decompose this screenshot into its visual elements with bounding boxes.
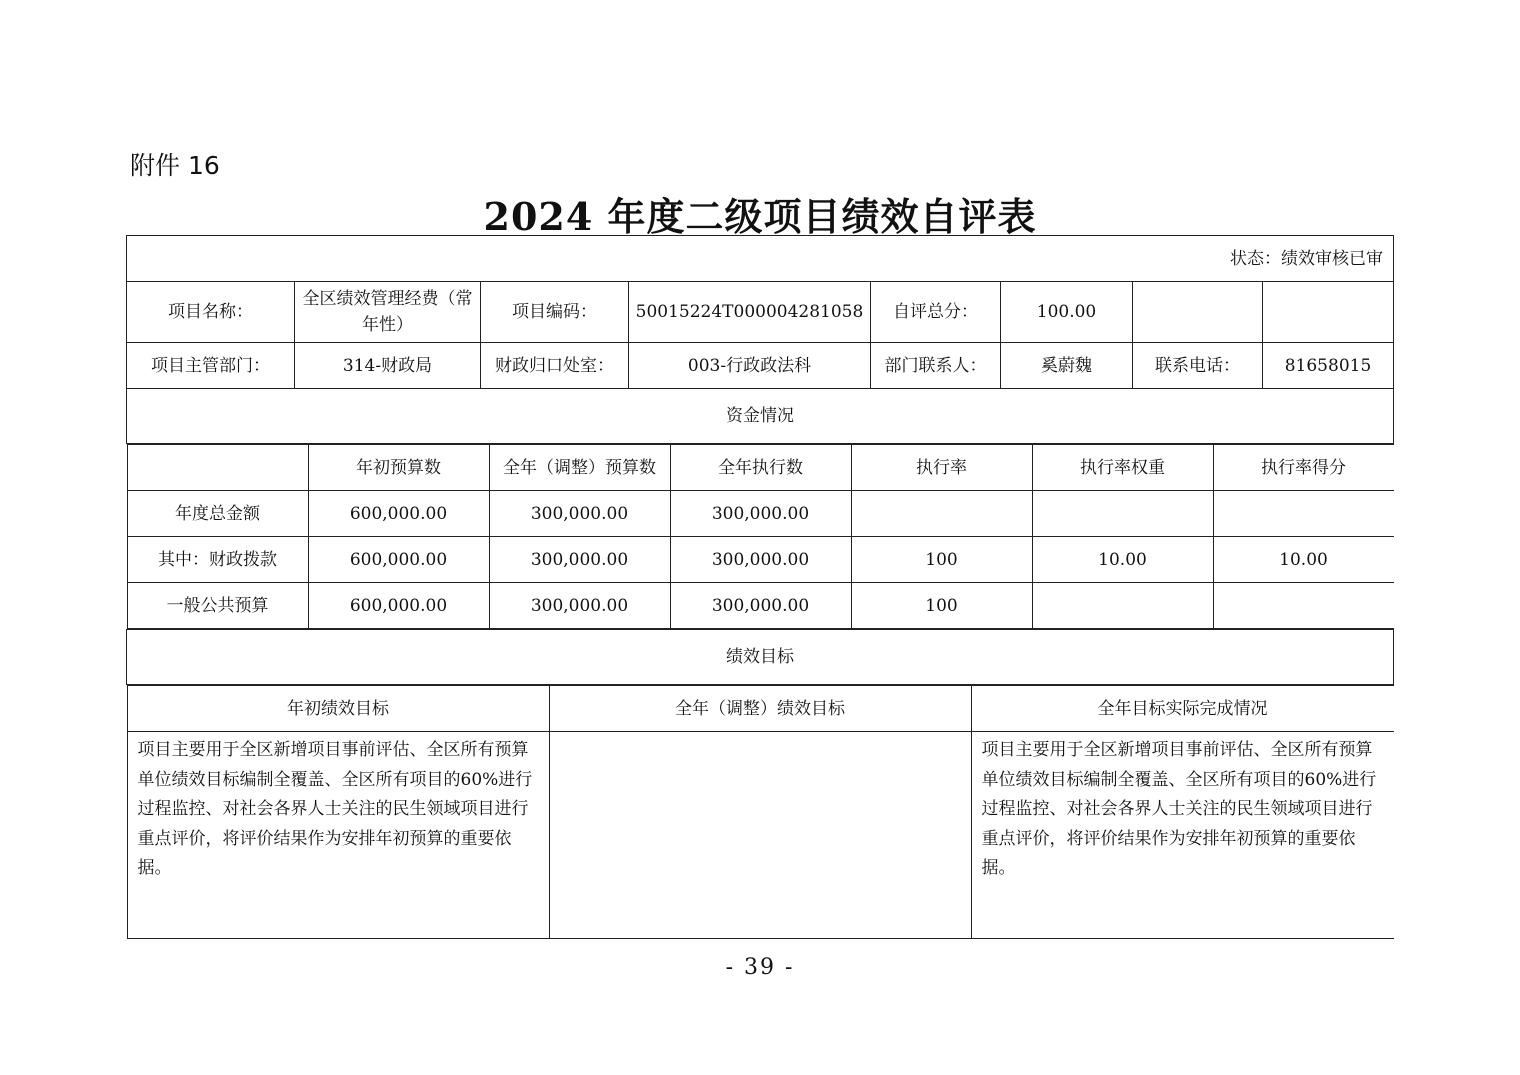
contact: 奚蔚魏: [1001, 343, 1133, 389]
goals-header-adjusted: 全年（调整）绩效目标: [549, 686, 971, 732]
office-label: 财政归口处室：: [481, 343, 629, 389]
page-title: 2024 年度二级项目绩效自评表: [483, 194, 1037, 239]
funds-section-title: 资金情况: [127, 389, 1394, 444]
funds-row-label: 一般公共预算: [127, 583, 308, 629]
funds-cell: 10.00: [1032, 537, 1213, 583]
phone-label: 联系电话：: [1133, 343, 1263, 389]
funds-cell: 300,000.00: [670, 583, 851, 629]
adjusted-goal-text: [549, 732, 971, 939]
funds-header-3: 全年执行数: [670, 445, 851, 491]
funds-row-label: 其中：财政拨款: [127, 537, 308, 583]
project-code: 50015224T000004281058: [629, 282, 871, 343]
table-row: [127, 537, 1394, 583]
funds-cell: 100: [851, 537, 1032, 583]
page-number: - 39 -: [725, 955, 795, 980]
phone: 81658015: [1263, 343, 1394, 389]
office: 003-行政政法科: [629, 343, 871, 389]
funds-cell: 600,000.00: [308, 583, 489, 629]
status-text: 状态：绩效审核已审: [127, 236, 1394, 282]
empty-cell: [1133, 282, 1263, 343]
funds-cell: [1213, 491, 1394, 537]
funds-header-4: 执行率: [851, 445, 1032, 491]
funds-header-0: [127, 445, 308, 491]
self-evaluation-table: [126, 235, 1394, 939]
funds-cell: 600,000.00: [308, 491, 489, 537]
funds-header-5: 执行率权重: [1032, 445, 1213, 491]
funds-cell: 300,000.00: [489, 491, 670, 537]
goals-section-title: 绩效目标: [127, 630, 1394, 685]
goals-table: [127, 685, 1394, 939]
funds-cell: 300,000.00: [489, 583, 670, 629]
project-name: 全区绩效管理经费（常年性）: [295, 282, 481, 343]
funds-cell: [1213, 583, 1394, 629]
funds-header-2: 全年（调整）预算数: [489, 445, 670, 491]
funds-table: [127, 444, 1394, 629]
funds-cell: 100: [851, 583, 1032, 629]
self-score-label: 自评总分：: [871, 282, 1001, 343]
table-row: [127, 491, 1394, 537]
initial-goal-text: 项目主要用于全区新增项目事前评估、全区所有预算单位绩效目标编制全覆盖、全区所有项目的60%进行过程监控、对社会各界人士关注的民生领域项目进行重点评价，将评价结果作为安排年初预算的重要依据。: [127, 732, 549, 939]
funds-header-1: 年初预算数: [308, 445, 489, 491]
funds-row-label: 年度总金额: [127, 491, 308, 537]
self-score: 100.00: [1001, 282, 1133, 343]
funds-cell: 300,000.00: [670, 537, 851, 583]
funds-cell: 300,000.00: [489, 537, 670, 583]
funds-cell: [851, 491, 1032, 537]
goals-header-actual: 全年目标实际完成情况: [971, 686, 1394, 732]
dept-label: 项目主管部门：: [127, 343, 295, 389]
funds-cell: 300,000.00: [670, 491, 851, 537]
contact-label: 部门联系人：: [871, 343, 1001, 389]
dept: 314-财政局: [295, 343, 481, 389]
project-name-label: 项目名称：: [127, 282, 295, 343]
funds-cell: [1032, 583, 1213, 629]
funds-header-6: 执行率得分: [1213, 445, 1394, 491]
funds-cell: 10.00: [1213, 537, 1394, 583]
actual-completion-text: 项目主要用于全区新增项目事前评估、全区所有预算单位绩效目标编制全覆盖、全区所有项目的60%进行过程监控、对社会各界人士关注的民生领域项目进行重点评价，将评价结果作为安排年初预算的重要依据。: [971, 732, 1394, 939]
project-code-label: 项目编码：: [481, 282, 629, 343]
table-row: [127, 583, 1394, 629]
goals-header-initial: 年初绩效目标: [127, 686, 549, 732]
attachment-label: 附件 16: [130, 151, 220, 180]
empty-cell: [1263, 282, 1394, 343]
funds-cell: 600,000.00: [308, 537, 489, 583]
funds-cell: [1032, 491, 1213, 537]
